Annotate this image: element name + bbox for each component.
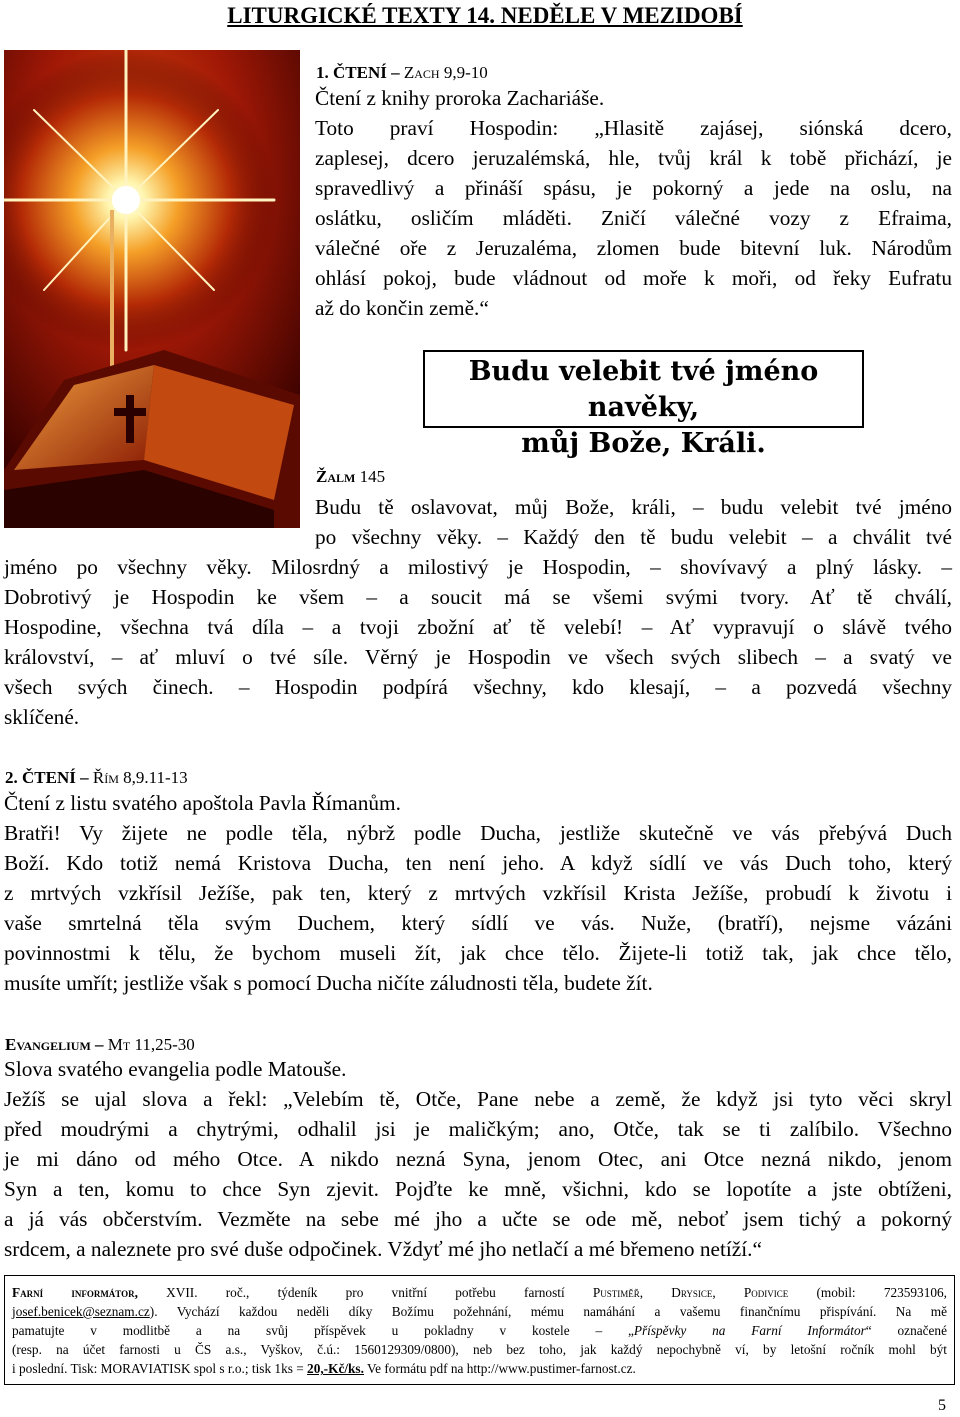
psalm-line: jméno po všechny věky. Milosrdný a milostivý je Hospodin, – shovívavý a plný lásky. – [4,555,952,579]
gospel-line: srdcem, a naleznete pro své duše odpočinek. Vždyť mé jho netlačí a mé břemeno netíží.“ [4,1237,762,1261]
footer-text: pamatujte v modlitbě a na svůj příspěvek u pokladny v kostele – „ [12,1323,634,1338]
gospel-line: Syn a ten, komu to chce Syn zjevit. Pojďte ke mně, všichni, kdo se lopotíte a jste obtíženi, [4,1177,952,1201]
psalm-line: všech svých činech. – Hospodin podpírá všechny, kdo klesají, – a pozvedá všechny [4,675,952,699]
psalm-line: království, – ať mluví o tvé síle. Věrný je Hospodin ve všech svých slibech – a svatý ve [4,645,952,669]
psalm-ref: 145 [355,467,386,486]
reading2-line: povinnostmi k tělu, že bychom museli žít, jak chce tělo. Žijete-li totiž tak, jak chce tělo, [4,941,952,965]
psalm-text-wide [4,552,952,732]
footer-italic-text: Příspěvky na Farní Informátor [633,1323,866,1338]
reading2-label: 2. ČTENÍ – [5,768,93,787]
footer-line [12,1302,947,1321]
reading2-ref-verse: 8,9.11-13 [118,768,188,787]
footer-text: (mobil: 723593106, [788,1285,947,1300]
footer-parish: Pustiměř [592,1285,640,1300]
psalm-text-narrow [315,492,952,552]
psalm-line: Hospodine, všechna tvá díla – a tvoji zbožní ať tě velebí! – Ať vypravují o slávě tvého [4,615,952,639]
reading2-text [4,818,952,998]
response-line: můj Bože, Králi. [521,428,766,459]
footer-text: ). Vychází každou neděli díky Božímu požehnání, mému namáhání a vašemu finančnímu přispívání. Na mě [149,1304,947,1319]
reading2-ref-book: Řím [92,768,119,787]
reading2-line: vaše smrtelná těla svým Duchem, který sídlí ve vás. Nuže, (bratří), nejsme vázáni [4,911,952,935]
gospel-line: Ježíš se ujal slova a řekl: „Velebím tě, Otče, Pane nebe a země, že když jsi tyto věci skryl [4,1087,952,1111]
footer-text: , [639,1285,672,1300]
footer-line [12,1359,947,1378]
psalm-heading [316,462,385,492]
page-number: 5 [938,1397,946,1414]
footer-line [12,1283,947,1302]
reading1-ref-verse: 9,9-10 [439,63,488,82]
reading2-line: Bratři! Vy žijete ne podle těla, nýbrž podle Ducha, jestliže skutečně ve vás přebývá Duch [4,821,952,845]
bible-candle-photo [4,50,300,528]
footer-parish: Podivice [743,1285,789,1300]
footer-text: XVII. roč., týdeník pro vnitřní potřebu farností [137,1285,593,1300]
gospel-ref-verse: 11,25-30 [130,1035,195,1054]
reading1-line: ohlásí pokoj, bude vládnout od moře k moři, od řeky Eufratu [315,266,952,290]
reading1-line: Toto praví Hospodin: „Hlasitě zajásej, siónská dcero, [315,116,952,140]
psalm-line: Dobrotivý je Hospodin ke všem – a soucit má se všemi svými tvory. Ať tě chválí, [4,585,952,609]
reading1-line: oslátku, osličím mláděti. Zničí válečné vozy z Efraima, [315,206,952,230]
psalm-line: po všechny věky. – Každý den tě budu velebit – a chválit tvé [315,525,952,549]
reading2-line: Boží. Kdo totiž nemá Kristova Ducha, ten není jeho. A když sídlí ve vás Duch toho, který [4,851,952,875]
gospel-label: Evangelium – [5,1035,108,1054]
reading2-line: musíte umřít; jestliže však s pomocí Ducha ničíte záludnosti těla, budete žít. [4,971,653,995]
footer-line: (resp. na účet farnosti u ČS a.s., Vyškov, č.ú.: 1560129309/0800), neb bez toho, jak každý nepochybně ví, by letošní ročník mohl být [12,1342,947,1357]
footer-parish: Drysice [671,1285,713,1300]
reading1-ref-book: Zach [403,63,440,82]
gospel-line: a já vás občerstvím. Vezměte na sebe mé jho a učte se ode mě, neboť jsem tichý a pokorný [4,1207,952,1231]
footer-price: 20,-Kč/ks. [307,1361,364,1376]
gospel-intro: Slova svatého evangelia podle Matouše. [4,1057,347,1081]
footer-text: Ve formátu pdf na http://www.pustimer-farnost.cz. [363,1361,636,1376]
reading2-intro: Čtení z listu svatého apoštola Pavla Římanům. [4,791,401,815]
psalm-line: sklíčené. [4,705,80,729]
gospel-ref-book: Mt [107,1035,131,1054]
reading1-intro: Čtení z knihy proroka Zachariáše. [315,86,605,110]
reading1-line: spravedlivý a přináší spásu, je pokorný a jede na oslu, na [315,176,952,200]
reading1-line: zaplesej, dcero jeruzalémská, hle, tvůj král k tobě přichází, je [315,146,952,170]
footer-line [12,1321,947,1340]
psalm-response-box [423,350,864,459]
response-line: Budu velebit tvé jméno navěky, [468,356,819,423]
footer-text: “ označené [865,1323,947,1338]
reading1-line: až do končin země.“ [315,296,489,320]
reading1-label: 1. ČTENÍ – [316,63,404,82]
footer-text: i poslední. Tisk: MORAVIATISK spol s r.o.; tisk 1ks = [12,1361,308,1376]
psalm-label: Žalm [316,467,356,486]
footer-info-box [4,1275,955,1385]
footer-publication-name: Farní informátor, [12,1285,138,1300]
page-title: LITURGICKÉ TEXTY 14. NEDĚLE V MEZIDOBÍ [227,3,743,28]
footer-text: , [712,1285,744,1300]
gospel-line: před moudrými a chytrými, odhalil jsi je maličkým; ano, Otče, tak se ti zalíbilo. Všechno [4,1117,952,1141]
reading1-text [315,113,952,323]
footer-email-link[interactable]: josef.benicek@seznam.cz [12,1304,150,1319]
gospel-line: je mi dáno od mého Otce. A nikdo nezná Syna, jenom Otec, ani Otce nezná nikdo, jenom [4,1147,952,1171]
reading1-line: válečné oře z Jeruzaléma, zlomen bude bitevní luk. Národům [315,236,952,260]
psalm-line: Budu tě oslavovat, můj Bože, králi, – budu velebit tvé jméno [315,495,952,519]
gospel-text [4,1084,952,1264]
reading2-line: z mrtvých vzkřísil Ježíše, pak ten, který z mrtvých vzkřísil Krista Ježíše, probudí k životu i [4,881,952,905]
